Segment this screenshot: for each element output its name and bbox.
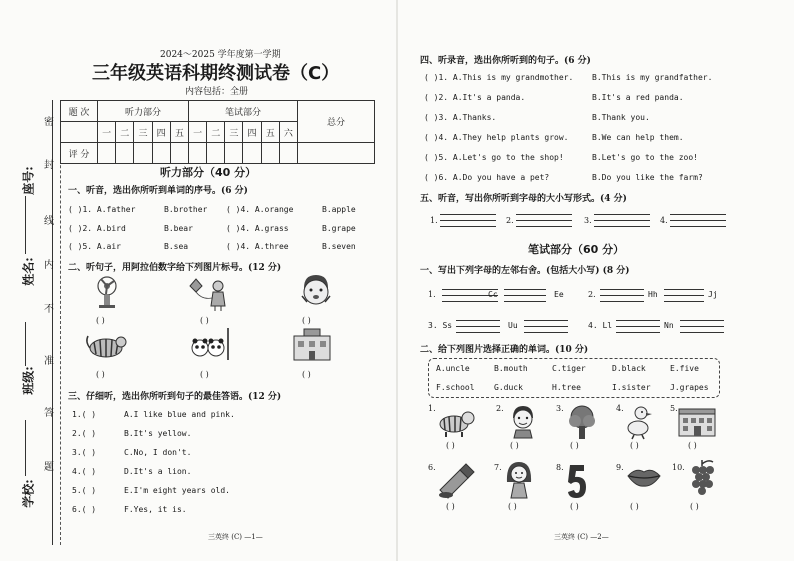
score-table [60, 100, 375, 164]
word-option: J.grapes [670, 383, 709, 392]
class-label: 班级: [21, 366, 36, 395]
question-3-title: 三、仔细听，选出你所听到句子的最佳答语。(12 分) [68, 392, 282, 402]
word-option: A.uncle [436, 364, 470, 373]
cut-char: 答 [44, 408, 54, 419]
name-field[interactable] [25, 196, 26, 254]
w1-num: 2. [588, 290, 596, 299]
page-title: 三年级英语科期终测试卷（C） [92, 63, 340, 84]
q5-num: 1. [430, 216, 438, 225]
w1-letter: Hh [648, 290, 658, 299]
w1-writing-lines[interactable] [664, 284, 704, 302]
question-2-title: 二、听句子，用阿拉伯数字给下列图片标号。(12 分) [68, 263, 282, 273]
w2-answer-paren[interactable]: ( ) [446, 441, 455, 450]
question-4-title: 四、听录音，选出你所听到的句子。(6 分) [420, 56, 591, 66]
name-label: 姓名: [21, 257, 36, 286]
word-option: D.black [612, 364, 646, 373]
q4-option-a[interactable]: ( )1. A.This is my grandmother. [424, 73, 574, 82]
page-fold [396, 0, 398, 561]
q4-option-b: B.Let's go to the zoo! [592, 153, 698, 162]
q3-option: C.No, I don't. [124, 448, 192, 457]
score-input[interactable] [116, 143, 134, 164]
duck-picture [624, 404, 654, 440]
q3-answer-paren[interactable]: 4.( ) [72, 467, 97, 476]
score-input[interactable] [243, 143, 261, 164]
q1-item[interactable]: ( )5. A.air [68, 242, 121, 251]
cut-line [60, 100, 61, 545]
q4-option-a[interactable]: ( )3. A.Thanks. [424, 113, 497, 122]
score-input[interactable] [261, 143, 279, 164]
w1-letter: 4. Ll [588, 321, 613, 330]
q3-option: A.I like blue and pink. [124, 410, 235, 419]
w1-writing-lines[interactable] [680, 315, 724, 333]
cut-char: 题 [44, 462, 54, 473]
score-input[interactable] [170, 143, 188, 164]
tiger-picture [84, 330, 128, 362]
word-option: E.five [670, 364, 699, 373]
writing-section-title: 笔试部分（60 分） [528, 243, 625, 256]
score-col: 四 [152, 122, 170, 143]
w2-answer-paren[interactable]: ( ) [510, 441, 519, 450]
tree-picture [566, 404, 598, 440]
q2-answer-paren[interactable]: ( ) [302, 370, 311, 379]
score-input[interactable] [207, 143, 225, 164]
word-option: H.tree [552, 383, 581, 392]
q1-option: B.seven [322, 242, 356, 251]
q1-row [68, 241, 356, 252]
q2-answer-paren[interactable]: ( ) [96, 370, 105, 379]
score-col: 三 [134, 122, 152, 143]
w1-writing-lines[interactable] [456, 315, 500, 333]
w1-letter: Ee [554, 290, 564, 299]
q4-row [424, 112, 650, 123]
w2-num: 8. [556, 463, 564, 472]
q5-writing-lines[interactable] [516, 209, 572, 227]
q4-option-a[interactable]: ( )2. A.It's a panda. [424, 93, 526, 102]
score-input[interactable] [189, 143, 207, 164]
q3-answer-paren[interactable]: 6.( ) [72, 505, 97, 514]
scope-line: 内容包括：全册 [185, 87, 249, 97]
pandas-picture [188, 326, 232, 362]
q5-writing-lines[interactable] [670, 209, 726, 227]
w1-letter: Cc [488, 290, 498, 299]
score-col: 一 [189, 122, 207, 143]
score-head: 笔试部分 [189, 101, 298, 122]
girl-kite-picture [184, 276, 234, 312]
boy-picture [508, 404, 538, 440]
w2-answer-paren[interactable]: ( ) [508, 502, 517, 511]
q1-row [68, 204, 356, 215]
score-input[interactable] [279, 143, 297, 164]
q1-option: B.bear [164, 224, 193, 233]
tiger-picture [434, 408, 478, 438]
q4-option-b: B.Thank you. [592, 113, 650, 122]
w2-answer-paren[interactable]: ( ) [570, 502, 579, 511]
w1-letter: Jj [708, 290, 718, 299]
word-option: I.sister [612, 383, 651, 392]
score-col: 一 [98, 122, 116, 143]
page-footer-1: 三英终 (C) —1— [208, 533, 263, 541]
w1-letter: 3. Ss [428, 321, 453, 330]
q3-row [72, 428, 191, 439]
q1-option: B.brother [164, 205, 208, 214]
w2-num: 5. [670, 404, 678, 413]
mouth-picture [626, 466, 662, 488]
q4-row [424, 132, 684, 143]
q1-option: B.sea [164, 242, 189, 251]
w1-writing-lines[interactable] [524, 315, 568, 333]
cut-char: 不 [44, 304, 54, 315]
q3-answer-paren[interactable]: 3.( ) [72, 448, 97, 457]
w1-writing-lines[interactable] [616, 315, 660, 333]
w2-num: 3. [556, 404, 564, 413]
q3-option: B.It's yellow. [124, 429, 192, 438]
q4-row [424, 92, 684, 103]
q1-option: B.apple [322, 205, 356, 214]
q2-answer-paren[interactable]: ( ) [302, 316, 311, 325]
word-option: G.duck [494, 383, 523, 392]
q1-option: B.grape [322, 224, 356, 233]
paint-picture [436, 462, 476, 500]
cut-char: 密 [44, 117, 54, 128]
q1-item[interactable]: ( )4. A.grass [226, 224, 289, 233]
w1-writing-lines[interactable] [504, 284, 546, 302]
q4-option-a[interactable]: ( )5. A.Let's go to the shop! [424, 153, 564, 162]
w2-answer-paren[interactable]: ( ) [690, 502, 699, 511]
score-input[interactable] [225, 143, 243, 164]
q5-num: 2. [506, 216, 514, 225]
word-option: F.school [436, 383, 475, 392]
listening-section-title: 听力部分（40 分） [160, 166, 257, 179]
q1-row [68, 223, 356, 234]
q5-writing-lines[interactable] [440, 209, 496, 227]
number-five-picture [566, 462, 588, 500]
cut-char: 准 [44, 356, 54, 367]
score-row-label: 评 分 [61, 143, 98, 164]
q5-writing-lines[interactable] [594, 209, 650, 227]
w2-num: 6. [428, 463, 436, 472]
score-col: 二 [207, 122, 225, 143]
w2-answer-paren[interactable]: ( ) [630, 502, 639, 511]
boy-face-picture [298, 272, 334, 312]
q5-num: 4. [660, 216, 668, 225]
q4-row [424, 72, 712, 83]
q4-option-b: B.It's a red panda. [592, 93, 684, 102]
writing-q2-title: 二、给下列图片选择正确的单词。(10 分) [420, 345, 589, 355]
school-label: 学校: [21, 479, 36, 508]
q3-answer-paren[interactable]: 5.( ) [72, 486, 97, 495]
q3-option: D.It's a lion. [124, 467, 192, 476]
cut-char: 线 [44, 216, 54, 227]
q4-row [424, 172, 703, 183]
cut-char: 封 [44, 160, 54, 171]
q5-num: 3. [584, 216, 592, 225]
q4-row [424, 152, 698, 163]
fan-picture [92, 274, 122, 310]
q4-option-a[interactable]: ( )6. A.Do you have a pet? [424, 173, 550, 182]
w1-writing-lines[interactable] [600, 284, 644, 302]
w2-num: 4. [616, 404, 624, 413]
score-head: 听力部分 [98, 101, 189, 122]
word-option: C.tiger [552, 364, 586, 373]
score-col: 三 [225, 122, 243, 143]
question-1-title: 一、听音，选出你所听到单词的序号。(6 分) [68, 186, 248, 196]
q3-answer-paren[interactable]: 1.( ) [72, 410, 97, 419]
term-line: 2024～2025 学年度第一学期 [160, 50, 281, 60]
q4-option-b: B.Do you like the farm? [592, 173, 703, 182]
q1-item[interactable]: ( )1. A.father [68, 205, 136, 214]
score-input[interactable] [134, 143, 152, 164]
girl-picture [504, 460, 534, 500]
page-footer-2: 三英终 (C) —2— [554, 533, 609, 541]
score-head: 总分 [298, 101, 375, 143]
q3-row [72, 447, 191, 458]
w2-answer-paren[interactable]: ( ) [570, 441, 579, 450]
q4-option-a[interactable]: ( )4. A.They help plants grow. [424, 133, 569, 142]
q3-row [72, 409, 235, 420]
q2-answer-paren[interactable]: ( ) [200, 316, 209, 325]
q3-row [72, 485, 230, 496]
school-building-picture [676, 406, 718, 438]
q1-item[interactable]: ( )2. A.bird [68, 224, 126, 233]
score-input[interactable] [298, 143, 375, 164]
word-bank-row [436, 382, 709, 393]
cut-char: 内 [44, 260, 54, 271]
w2-answer-paren[interactable]: ( ) [688, 441, 697, 450]
q4-option-b: B.We can help them. [592, 133, 684, 142]
grapes-picture [688, 458, 716, 496]
school-field[interactable] [25, 420, 26, 476]
q1-item[interactable]: ( )4. A.orange [226, 205, 294, 214]
q3-answer-paren[interactable]: 2.( ) [72, 429, 97, 438]
q1-item[interactable]: ( )4. A.three [226, 242, 289, 251]
q3-option: E.I'm eight years old. [124, 486, 230, 495]
score-col: 六 [279, 122, 297, 143]
w2-answer-paren[interactable]: ( ) [446, 502, 455, 511]
w2-num: 10. [672, 463, 685, 472]
score-col: 二 [116, 122, 134, 143]
seat-label: 座号: [21, 166, 36, 195]
score-col: 五 [170, 122, 188, 143]
w2-answer-paren[interactable]: ( ) [630, 441, 639, 450]
w2-num: 1. [428, 404, 436, 413]
q2-answer-paren[interactable]: ( ) [200, 370, 209, 379]
q3-option: F.Yes, it is. [124, 505, 187, 514]
question-5-title: 五、听音，写出你所听到字母的大小写形式。(4 分) [420, 194, 627, 204]
q3-row [72, 466, 191, 477]
score-head: 题 次 [61, 101, 98, 122]
q4-option-b: B.This is my grandfather. [592, 73, 713, 82]
q3-row [72, 504, 187, 515]
score-cell [61, 122, 98, 143]
w2-num: 9. [616, 463, 624, 472]
class-field[interactable] [25, 322, 26, 366]
w1-letter: Uu [508, 321, 518, 330]
score-input[interactable] [152, 143, 170, 164]
q2-answer-paren[interactable]: ( ) [96, 316, 105, 325]
word-bank-row [436, 363, 699, 374]
w2-num: 2. [496, 404, 504, 413]
score-col: 四 [243, 122, 261, 143]
writing-q1-title: 一、写出下列字母的左邻右舍。(包括大小写) (8 分) [420, 266, 630, 276]
score-col: 五 [261, 122, 279, 143]
w2-num: 7. [494, 463, 502, 472]
school-picture [290, 326, 334, 362]
word-option: B.mouth [494, 364, 528, 373]
w1-letter: Nn [664, 321, 674, 330]
w1-num: 1. [428, 290, 436, 299]
score-input[interactable] [98, 143, 116, 164]
